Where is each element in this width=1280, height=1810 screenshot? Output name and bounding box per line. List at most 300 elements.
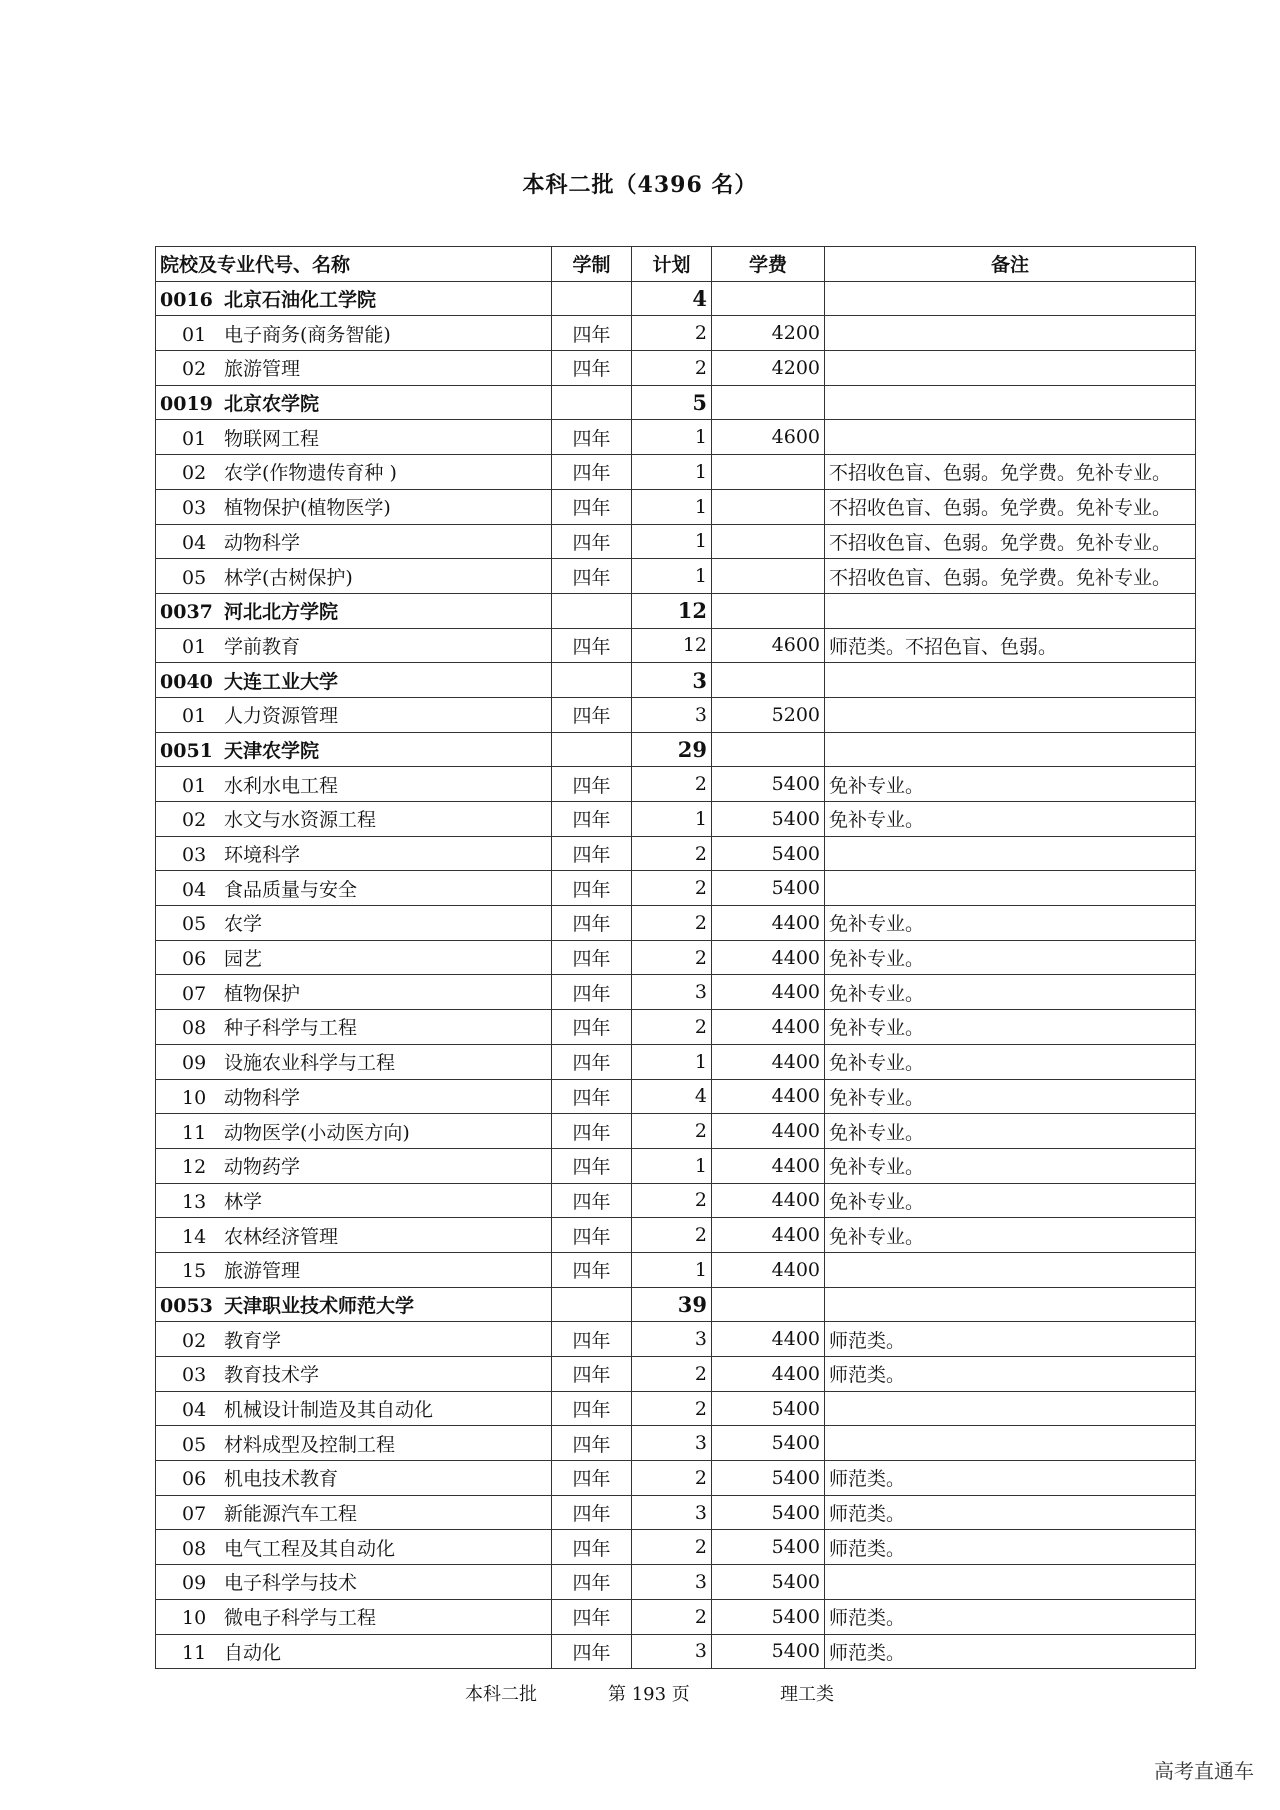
cell-code: 01 (182, 635, 207, 658)
cell-length: 四年 (552, 1079, 632, 1114)
major-row (156, 871, 1196, 906)
cell-name-text: 机电技术教育 (224, 1468, 339, 1491)
cell-length: 四年 (552, 802, 632, 837)
cell-length: 四年 (552, 351, 632, 386)
cell-plan: 3 (632, 663, 712, 698)
cell-plan: 2 (632, 1010, 712, 1045)
cell-length (552, 663, 632, 698)
cell-name (156, 802, 552, 837)
major-row (156, 940, 1196, 975)
major-row (156, 1114, 1196, 1149)
cell-fee: 5400 (712, 871, 825, 906)
cell-name (156, 1148, 552, 1183)
cell-length: 四年 (552, 1357, 632, 1392)
cell-length: 四年 (552, 1530, 632, 1565)
cell-name-text: 林学(古树保护) (224, 566, 353, 589)
major-row (156, 1530, 1196, 1565)
cell-note: 免补专业。 (825, 1114, 1196, 1149)
cell-code: 0051 (160, 739, 213, 762)
cell-fee: 4200 (712, 351, 825, 386)
cell-plan: 4 (632, 281, 712, 316)
cell-plan: 1 (632, 420, 712, 455)
cell-fee (712, 593, 825, 628)
school-row (156, 593, 1196, 628)
cell-plan: 2 (632, 1461, 712, 1496)
cell-name-text: 教育学 (224, 1329, 282, 1352)
cell-name (156, 420, 552, 455)
cell-note: 不招收色盲、色弱。免学费。免补专业。 (825, 489, 1196, 524)
cell-length: 四年 (552, 1565, 632, 1600)
cell-note: 师范类。 (825, 1461, 1196, 1496)
cell-code: 04 (182, 1399, 207, 1422)
cell-name-text: 植物保护 (224, 982, 301, 1005)
cell-name (156, 455, 552, 490)
major-row (156, 524, 1196, 559)
major-row (156, 1426, 1196, 1461)
major-row (156, 559, 1196, 594)
cell-note: 免补专业。 (825, 1218, 1196, 1253)
cell-note (825, 697, 1196, 732)
cell-name-text: 旅游管理 (224, 358, 301, 381)
cell-note (825, 871, 1196, 906)
cell-fee: 5400 (712, 1461, 825, 1496)
cell-code: 06 (182, 948, 207, 971)
cell-name-text: 自动化 (224, 1641, 282, 1664)
cell-plan: 2 (632, 1357, 712, 1392)
cell-note: 不招收色盲、色弱。免学费。免补专业。 (825, 455, 1196, 490)
cell-name (156, 1044, 552, 1079)
cell-plan: 2 (632, 1183, 712, 1218)
cell-fee: 4400 (712, 1322, 825, 1357)
major-row (156, 351, 1196, 386)
cell-plan: 1 (632, 524, 712, 559)
major-row (156, 1218, 1196, 1253)
cell-name (156, 559, 552, 594)
cell-length: 四年 (552, 1634, 632, 1669)
cell-code: 08 (182, 1017, 207, 1040)
cell-length (552, 593, 632, 628)
admission-plan-table (155, 246, 1196, 1669)
cell-length (552, 385, 632, 420)
cell-length: 四年 (552, 975, 632, 1010)
major-row (156, 802, 1196, 837)
major-row (156, 1148, 1196, 1183)
footer-page-number: 第 193 页 (608, 1684, 690, 1705)
cell-fee: 5400 (712, 767, 825, 802)
cell-name-text: 环境科学 (224, 844, 301, 867)
cell-fee (712, 455, 825, 490)
cell-name-text: 食品质量与安全 (224, 878, 358, 901)
cell-code: 04 (182, 878, 207, 901)
cell-fee: 4400 (712, 1252, 825, 1287)
header-length: 学制 (552, 247, 632, 282)
cell-plan: 2 (632, 1218, 712, 1253)
cell-name-text: 林学 (224, 1190, 263, 1213)
cell-length: 四年 (552, 1322, 632, 1357)
cell-length: 四年 (552, 628, 632, 663)
cell-fee: 5400 (712, 836, 825, 871)
cell-code: 10 (182, 1607, 207, 1630)
cell-note (825, 836, 1196, 871)
cell-code: 06 (182, 1468, 207, 1491)
cell-plan: 3 (632, 1426, 712, 1461)
cell-code: 0040 (160, 670, 213, 693)
cell-name-text: 农学 (224, 913, 263, 936)
major-row (156, 975, 1196, 1010)
cell-length: 四年 (552, 1044, 632, 1079)
cell-note: 免补专业。 (825, 1044, 1196, 1079)
cell-code: 02 (182, 1329, 207, 1352)
cell-plan: 4 (632, 1079, 712, 1114)
footer-category: 理工类 (780, 1684, 834, 1705)
cell-length: 四年 (552, 1218, 632, 1253)
cell-length: 四年 (552, 1252, 632, 1287)
cell-name (156, 1252, 552, 1287)
cell-fee (712, 281, 825, 316)
cell-code: 11 (182, 1641, 207, 1664)
cell-note (825, 281, 1196, 316)
major-row (156, 697, 1196, 732)
major-row (156, 316, 1196, 351)
cell-name-text: 动物医学(小动医方向) (224, 1121, 410, 1144)
cell-fee: 4600 (712, 628, 825, 663)
cell-fee: 4400 (712, 1148, 825, 1183)
cell-name (156, 1565, 552, 1600)
major-row (156, 1391, 1196, 1426)
header-name: 院校及专业代号、名称 (156, 247, 552, 282)
footer-batch: 本科二批 (465, 1684, 537, 1705)
cell-name (156, 732, 552, 767)
cell-note (825, 663, 1196, 698)
cell-name (156, 1183, 552, 1218)
cell-code: 14 (182, 1225, 207, 1248)
cell-note: 免补专业。 (825, 767, 1196, 802)
cell-length: 四年 (552, 559, 632, 594)
cell-plan: 1 (632, 1148, 712, 1183)
cell-length: 四年 (552, 1183, 632, 1218)
cell-name-text: 农林经济管理 (224, 1225, 339, 1248)
major-row (156, 1495, 1196, 1530)
cell-plan: 1 (632, 489, 712, 524)
cell-name-text: 水文与水资源工程 (224, 809, 377, 832)
cell-fee: 4400 (712, 1357, 825, 1392)
cell-note (825, 1565, 1196, 1600)
cell-note (825, 385, 1196, 420)
cell-plan: 1 (632, 1252, 712, 1287)
cell-plan: 12 (632, 628, 712, 663)
cell-plan: 3 (632, 1495, 712, 1530)
cell-fee (712, 385, 825, 420)
cell-length: 四年 (552, 836, 632, 871)
cell-plan: 3 (632, 1565, 712, 1600)
cell-name (156, 351, 552, 386)
cell-name (156, 1634, 552, 1669)
cell-fee: 4400 (712, 1010, 825, 1045)
cell-plan: 1 (632, 1044, 712, 1079)
cell-code: 01 (182, 323, 207, 346)
major-row (156, 1634, 1196, 1669)
cell-code: 05 (182, 1433, 207, 1456)
cell-plan: 2 (632, 1391, 712, 1426)
cell-length: 四年 (552, 489, 632, 524)
cell-length: 四年 (552, 906, 632, 941)
cell-note (825, 593, 1196, 628)
cell-name-text: 学前教育 (224, 635, 301, 658)
cell-name (156, 281, 552, 316)
cell-name-text: 动物科学 (224, 531, 301, 554)
cell-code: 02 (182, 462, 207, 485)
cell-code: 05 (182, 913, 207, 936)
cell-length (552, 1287, 632, 1322)
cell-note: 师范类。 (825, 1357, 1196, 1392)
major-row (156, 767, 1196, 802)
cell-fee: 5200 (712, 697, 825, 732)
cell-name-text: 物联网工程 (224, 427, 320, 450)
cell-plan: 39 (632, 1287, 712, 1322)
cell-code: 02 (182, 358, 207, 381)
school-row (156, 663, 1196, 698)
major-row (156, 420, 1196, 455)
page-title: 本科二批（4396 名） (522, 172, 758, 198)
cell-length (552, 281, 632, 316)
cell-length: 四年 (552, 1461, 632, 1496)
cell-fee: 4400 (712, 940, 825, 975)
cell-name (156, 1599, 552, 1634)
cell-fee: 4400 (712, 1044, 825, 1079)
cell-plan: 2 (632, 351, 712, 386)
cell-name (156, 628, 552, 663)
cell-length: 四年 (552, 524, 632, 559)
cell-length: 四年 (552, 420, 632, 455)
cell-length: 四年 (552, 1495, 632, 1530)
cell-plan: 3 (632, 1634, 712, 1669)
cell-name (156, 663, 552, 698)
cell-fee: 4400 (712, 1218, 825, 1253)
cell-length: 四年 (552, 1391, 632, 1426)
cell-plan: 1 (632, 559, 712, 594)
cell-code: 02 (182, 809, 207, 832)
cell-length: 四年 (552, 1599, 632, 1634)
cell-name-text: 河北北方学院 (224, 601, 339, 624)
cell-plan: 3 (632, 975, 712, 1010)
cell-name-text: 动物药学 (224, 1156, 301, 1179)
cell-note: 不招收色盲、色弱。免学费。免补专业。 (825, 524, 1196, 559)
cell-fee: 4400 (712, 1079, 825, 1114)
cell-plan: 2 (632, 1599, 712, 1634)
cell-name (156, 940, 552, 975)
cell-code: 03 (182, 497, 207, 520)
cell-name-text: 园艺 (224, 948, 263, 971)
cell-plan: 1 (632, 455, 712, 490)
cell-plan: 2 (632, 767, 712, 802)
cell-name-text: 设施农业科学与工程 (224, 1052, 396, 1075)
cell-name (156, 524, 552, 559)
cell-length: 四年 (552, 316, 632, 351)
cell-name (156, 1287, 552, 1322)
cell-plan: 1 (632, 802, 712, 837)
cell-name-text: 电子商务(商务智能) (224, 323, 391, 346)
cell-name (156, 385, 552, 420)
cell-plan: 2 (632, 1114, 712, 1149)
cell-name (156, 871, 552, 906)
cell-code: 07 (182, 1503, 207, 1526)
cell-name-text: 机械设计制造及其自动化 (224, 1399, 434, 1422)
cell-note (825, 1426, 1196, 1461)
cell-name (156, 1357, 552, 1392)
cell-name (156, 1218, 552, 1253)
cell-code: 0053 (160, 1294, 213, 1317)
cell-name-text: 电气工程及其自动化 (224, 1537, 396, 1560)
cell-name (156, 975, 552, 1010)
cell-name-text: 种子科学与工程 (224, 1017, 358, 1040)
cell-fee: 5400 (712, 1391, 825, 1426)
cell-name (156, 767, 552, 802)
cell-code: 0016 (160, 289, 213, 312)
cell-code: 04 (182, 531, 207, 554)
cell-note (825, 1391, 1196, 1426)
major-row (156, 1565, 1196, 1600)
major-row (156, 906, 1196, 941)
cell-name-text: 北京农学院 (224, 393, 320, 416)
cell-note: 免补专业。 (825, 1079, 1196, 1114)
cell-fee: 4400 (712, 1114, 825, 1149)
cell-length (552, 732, 632, 767)
cell-code: 10 (182, 1086, 207, 1109)
cell-code: 15 (182, 1260, 207, 1283)
cell-name (156, 489, 552, 524)
cell-plan: 2 (632, 316, 712, 351)
cell-name-text: 植物保护(植物医学) (224, 497, 391, 520)
cell-length: 四年 (552, 871, 632, 906)
cell-name-text: 北京石油化工学院 (224, 289, 377, 312)
cell-plan: 2 (632, 906, 712, 941)
cell-note: 师范类。 (825, 1634, 1196, 1669)
cell-fee: 5400 (712, 1426, 825, 1461)
cell-code: 08 (182, 1537, 207, 1560)
cell-name (156, 1322, 552, 1357)
school-row (156, 385, 1196, 420)
table-body (156, 281, 1196, 1669)
cell-name-text: 天津职业技术师范大学 (224, 1294, 415, 1317)
school-row (156, 281, 1196, 316)
major-row (156, 1599, 1196, 1634)
cell-name-text: 微电子科学与工程 (224, 1607, 377, 1630)
cell-name (156, 316, 552, 351)
cell-note: 师范类。 (825, 1495, 1196, 1530)
cell-note: 不招收色盲、色弱。免学费。免补专业。 (825, 559, 1196, 594)
major-row (156, 455, 1196, 490)
cell-length: 四年 (552, 455, 632, 490)
cell-fee: 4600 (712, 420, 825, 455)
cell-note: 免补专业。 (825, 906, 1196, 941)
cell-fee: 5400 (712, 802, 825, 837)
cell-note: 免补专业。 (825, 940, 1196, 975)
cell-name (156, 1530, 552, 1565)
cell-plan: 2 (632, 1530, 712, 1565)
major-row (156, 1183, 1196, 1218)
cell-name-text: 大连工业大学 (224, 670, 339, 693)
cell-note: 免补专业。 (825, 1010, 1196, 1045)
cell-plan: 12 (632, 593, 712, 628)
cell-note: 免补专业。 (825, 1183, 1196, 1218)
cell-fee: 4400 (712, 975, 825, 1010)
cell-name-text: 新能源汽车工程 (224, 1503, 358, 1526)
major-row (156, 489, 1196, 524)
cell-code: 09 (182, 1052, 207, 1075)
header-fee: 学费 (712, 247, 825, 282)
cell-name (156, 906, 552, 941)
cell-plan: 3 (632, 1322, 712, 1357)
cell-fee: 5400 (712, 1634, 825, 1669)
cell-name (156, 1079, 552, 1114)
cell-note (825, 1252, 1196, 1287)
cell-note (825, 316, 1196, 351)
cell-length: 四年 (552, 1010, 632, 1045)
cell-fee (712, 524, 825, 559)
cell-name (156, 1495, 552, 1530)
cell-fee: 5400 (712, 1599, 825, 1634)
cell-fee: 5400 (712, 1530, 825, 1565)
cell-code: 12 (182, 1156, 207, 1179)
cell-fee (712, 559, 825, 594)
major-row (156, 628, 1196, 663)
table-header-row (156, 247, 1196, 282)
cell-code: 07 (182, 982, 207, 1005)
cell-note (825, 351, 1196, 386)
header-plan: 计划 (632, 247, 712, 282)
cell-name-text: 教育技术学 (224, 1364, 320, 1387)
cell-plan: 5 (632, 385, 712, 420)
cell-plan: 2 (632, 940, 712, 975)
cell-name-text: 电子科学与技术 (224, 1572, 358, 1595)
cell-fee: 4200 (712, 316, 825, 351)
cell-code: 01 (182, 427, 207, 450)
cell-fee: 5400 (712, 1495, 825, 1530)
cell-note (825, 1287, 1196, 1322)
major-row (156, 1322, 1196, 1357)
cell-plan: 3 (632, 697, 712, 732)
watermark: 高考直通车 (1154, 1759, 1254, 1783)
cell-name-text: 水利水电工程 (224, 774, 339, 797)
cell-plan: 2 (632, 836, 712, 871)
cell-note (825, 420, 1196, 455)
cell-fee (712, 1287, 825, 1322)
cell-name (156, 836, 552, 871)
cell-note: 师范类。 (825, 1322, 1196, 1357)
cell-note: 师范类。 (825, 1599, 1196, 1634)
cell-name-text: 旅游管理 (224, 1260, 301, 1283)
cell-fee (712, 489, 825, 524)
cell-note: 免补专业。 (825, 1148, 1196, 1183)
cell-name (156, 1426, 552, 1461)
cell-name (156, 1391, 552, 1426)
cell-note: 师范类。 (825, 1530, 1196, 1565)
major-row (156, 1357, 1196, 1392)
major-row (156, 1461, 1196, 1496)
cell-plan: 29 (632, 732, 712, 767)
major-row (156, 1252, 1196, 1287)
cell-name-text: 人力资源管理 (224, 705, 339, 728)
cell-fee (712, 663, 825, 698)
cell-code: 01 (182, 705, 207, 728)
cell-length: 四年 (552, 767, 632, 802)
cell-name (156, 1114, 552, 1149)
cell-name (156, 1461, 552, 1496)
cell-name (156, 1010, 552, 1045)
cell-note: 免补专业。 (825, 802, 1196, 837)
cell-code: 11 (182, 1121, 207, 1144)
cell-code: 05 (182, 566, 207, 589)
